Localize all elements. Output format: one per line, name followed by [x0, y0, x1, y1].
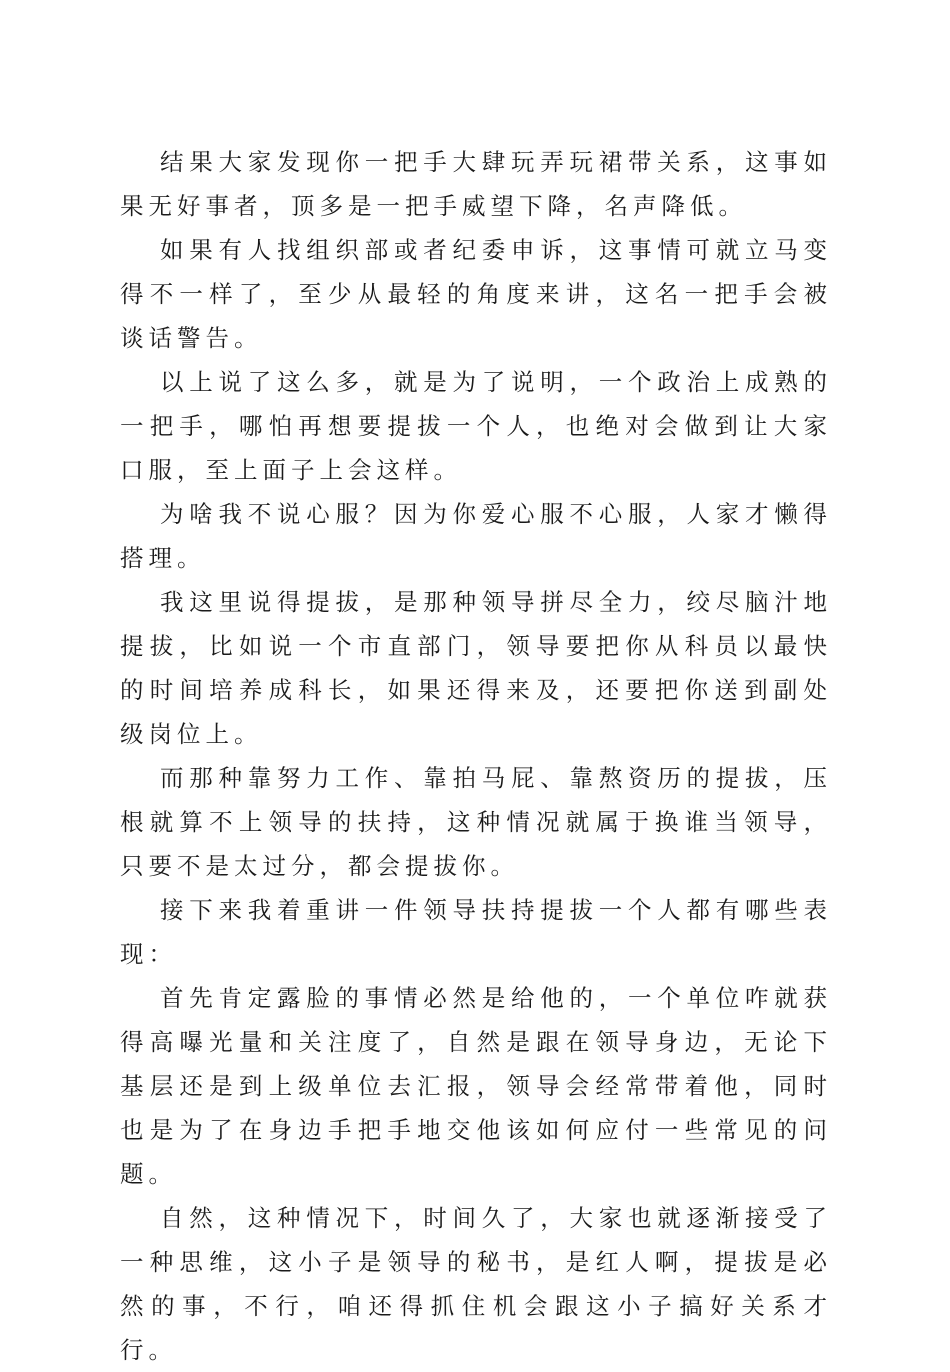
paragraph: 结果大家发现你一把手大肆玩弄玩裙带关系，这事如果无好事者，顶多是一把手威望下降，名声降低。 [120, 148, 832, 220]
paragraph: 我这里说得提拔，是那种领导拼尽全力，绞尽脑汁地提拔，比如说一个市直部门，领导要把你从科员以最快的时间培养成科长，如果还得来及，还要把你送到副处级岗位上。 [120, 588, 832, 748]
paragraph: 为啥我不说心服？因为你爱心服不心服，人家才懒得搭理。 [120, 500, 832, 572]
paragraph: 接下来我着重讲一件领导扶持提拔一个人都有哪些表现： [120, 896, 832, 968]
paragraph: 自然，这种情况下，时间久了，大家也就逐渐接受了一种思维，这小子是领导的秘书，是红人啊，提拔是必然的事，不行，咱还得抓住机会跟这小子搞好关系才行。 [120, 1204, 832, 1364]
document-page [120, 140, 832, 1372]
paragraph: 以上说了这么多，就是为了说明，一个政治上成熟的一把手，哪怕再想要提拔一个人，也绝对会做到让大家口服，至上面子上会这样。 [120, 368, 832, 484]
paragraph: 首先肯定露脸的事情必然是给他的，一个单位咋就获得高曝光量和关注度了，自然是跟在领导身边，无论下基层还是到上级单位去汇报，领导会经常带着他，同时也是为了在身边手把手地交他该如何应付一些常见的问题。 [120, 984, 832, 1188]
paragraph: 如果有人找组织部或者纪委申诉，这事情可就立马变得不一样了，至少从最轻的角度来讲，这名一把手会被谈话警告。 [120, 236, 832, 352]
paragraph: 而那种靠努力工作、靠拍马屁、靠熬资历的提拔，压根就算不上领导的扶持，这种情况就属于换谁当领导，只要不是太过分，都会提拔你。 [120, 764, 832, 880]
